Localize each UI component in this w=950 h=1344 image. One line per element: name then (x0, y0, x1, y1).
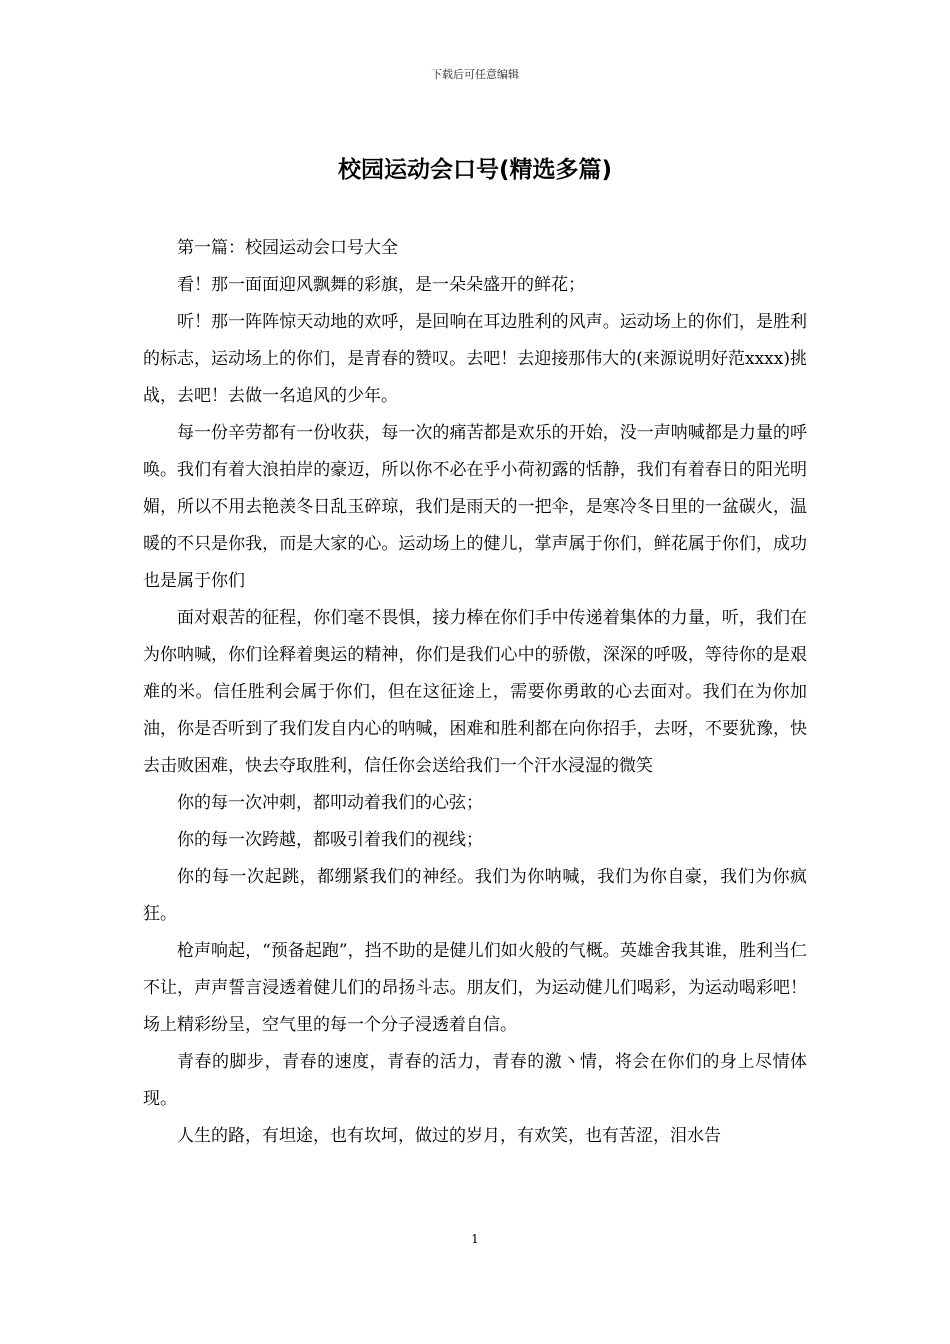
paragraph: 每一份辛劳都有一份收获，每一次的痛苦都是欢乐的开始，没一声呐喊都是力量的呼唤。我们有着大浪拍岸的豪迈，所以你不必在乎小荷初露的恬静，我们有着春日的阳光明媚，所以不用去艳羡冬日乱玉碎琼，我们是雨天的一把伞，是寒冷冬日里的一盆碳火，温暖的不只是你我，而是大家的心。运动场上的健儿，掌声属于你们，鲜花属于你们，成功也是属于你们 (143, 423, 807, 591)
paragraph: 青春的脚步，青春的速度，青春的活力，青春的激丶情，将会在你们的身上尽情体现。 (143, 1052, 807, 1109)
paragraph: 听！那一阵阵惊天动地的欢呼，是回响在耳边胜利的风声。运动场上的你们，是胜利的标志，运动场上的你们，是青春的赞叹。去吧！去迎接那伟大的(来源说明好范xxxx)挑战，去吧！去做一名追风的少年。 (143, 312, 807, 406)
section-heading: 第一篇：校园运动会口号大全 (177, 238, 398, 258)
paragraph: 面对艰苦的征程，你们毫不畏惧，接力棒在你们手中传递着集体的力量，听，我们在为你呐喊，你们诠释着奥运的精神，你们是我们心中的骄傲，深深的呼吸，等待你的是艰难的米。信任胜利会属于你们，但在这征途上，需要你勇敢的心去面对。我们在为你加油，你是否听到了我们发自内心的呐喊，困难和胜利都在向你招手，去呀，不要犹豫，快去击败困难，快去夺取胜利，信任你会送给我们一个汗水浸湿的微笑 (143, 608, 807, 776)
paragraph: 看！那一面面迎风飘舞的彩旗，是一朵朵盛开的鲜花； (177, 275, 585, 295)
page-number: 1 (471, 1232, 479, 1246)
header-note: 下载后可任意编辑 (431, 68, 519, 81)
paragraph: 枪声响起，“预备起跑”，挡不助的是健儿们如火般的气概。英雄舍我其谁，胜利当仁不让，声声誓言浸透着健儿们的昂扬斗志。朋友们，为运动健儿们喝彩，为运动喝彩吧！场上精彩纷呈，空气里的每一个分子浸透着自信。 (143, 941, 807, 1035)
document-title: 校园运动会口号(精选多篇) (337, 157, 613, 183)
paragraph: 你的每一次起跳，都绷紧我们的神经。我们为你呐喊，我们为你自豪，我们为你疯狂。 (143, 867, 807, 924)
document-body (143, 230, 807, 1155)
paragraph: 人生的路，有坦途，也有坎坷，做过的岁月，有欢笑，也有苦涩，泪水告 (177, 1126, 721, 1146)
paragraph: 你的每一次冲刺，都叩动着我们的心弦； (177, 793, 483, 813)
paragraph: 你的每一次跨越，都吸引着我们的视线； (177, 830, 483, 850)
